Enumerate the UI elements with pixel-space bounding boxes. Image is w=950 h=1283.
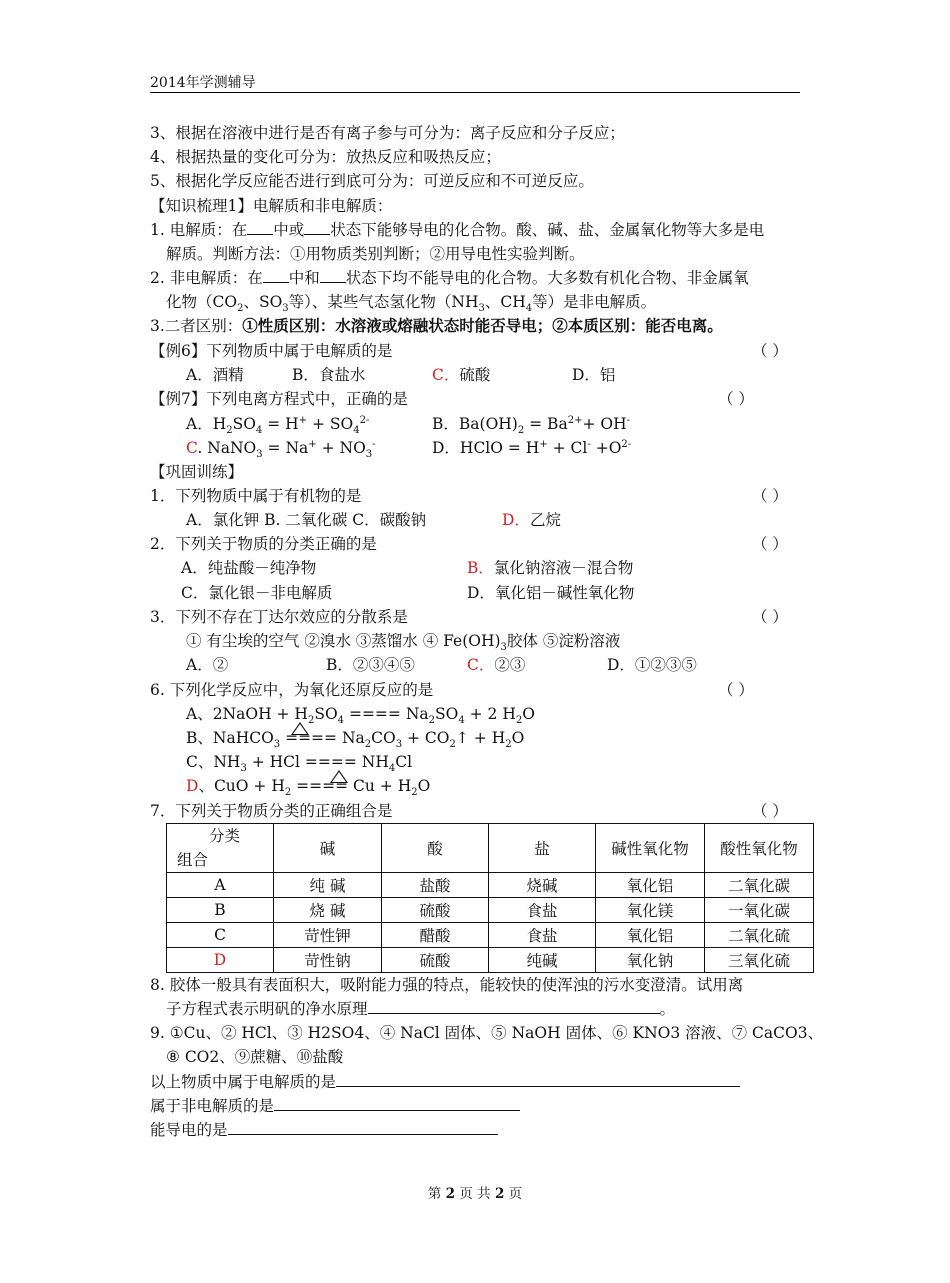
table-cell: 氧化镁 [596, 898, 705, 923]
table-cell: 纯碱 [489, 948, 596, 973]
answer-paren: （ ） [752, 342, 788, 360]
table-cell: 醋酸 [382, 923, 489, 948]
q8-line2: 子方程式表示明矾的净水原理 。 [166, 1000, 676, 1018]
q9-conductive-prompt: 能导电的是 [150, 1120, 498, 1140]
table-cell: 烧碱 [489, 873, 596, 898]
answer-paren: （ ） [752, 487, 788, 505]
table-header-cell: 酸性氧化物 [705, 824, 814, 873]
practice-q3-option-b: B．②③④⑤ [326, 656, 415, 674]
practice-q2-option-b: B．氯化钠溶液－混合物 [467, 559, 634, 577]
table-header-row [167, 824, 814, 873]
table-cell: 食盐 [489, 898, 596, 923]
q9-nonelectrolyte-prompt: 属于非电解质的是 [150, 1096, 520, 1116]
intro-line-4: 4、根据热量的变化可分为：放热反应和吸热反应； [150, 148, 501, 166]
blank-field [304, 220, 330, 235]
answer-paren: （ ） [718, 390, 754, 408]
table-cell: 一氧化碳 [705, 898, 814, 923]
answer-blank [274, 1096, 520, 1111]
knowledge-p1-line2: 解质。判断方法：①用物质类别判断；②用导电性实验判断。 [166, 245, 585, 263]
page-footer: 第 2 页 共 2 页 [427, 1186, 523, 1202]
q6-option-b: B、NaHCO$_3$ ==== $Na_2CO_3$ + $CO_2↑ + H_2O$ [186, 729, 525, 751]
practice-q2-option-c: C．氯化银－非电解质 [181, 584, 333, 602]
table-header-cell: 碱性氧化物 [596, 824, 705, 873]
knowledge-p2-line1: 2. 非电解质：在 中和 状态下均不能导电的化合物。大多数有机化合物、非金属氧 [150, 269, 749, 287]
practice-q2: 2．下列关于物质的分类正确的是 [150, 535, 377, 553]
intro-line-3: 3、根据在溶液中进行是否有离子参与可分为：离子反应和分子反应； [150, 124, 625, 142]
practice-q3-option-d: D．①②③⑤ [607, 656, 697, 674]
table-row [167, 923, 814, 948]
example-6-option-b: B．食盐水 [292, 366, 366, 384]
row-label: C [167, 923, 274, 948]
example-6-option-c: C．硫酸 [432, 366, 491, 384]
table-cell: 苛性钠 [274, 948, 382, 973]
practice-q1-option-d: D．乙烷 [502, 511, 561, 529]
example-7-option-c: C. NaNO$_3$ = $Na^+ + NO_3^-$ [186, 438, 376, 461]
answer-paren: （ ） [718, 681, 754, 699]
page-header [150, 72, 800, 93]
knowledge-p3: 3.二者区别：①性质区别：水溶液或熔融状态时能否导电；②本质区别：能否电离。 [150, 316, 723, 335]
answer-blank [228, 1120, 498, 1135]
example-6-question: 【例6】下列物质中属于电解质的是 [150, 342, 393, 360]
table-cell: 三氧化硫 [705, 948, 814, 973]
practice-q3-items: ① 有尘埃的空气 ②溴水 ③蒸馏水 ④ $Fe(OH)_3$胶体 ⑤淀粉溶液 [186, 632, 621, 654]
answer-paren: （ ） [752, 802, 788, 820]
knowledge-p1-line1: 1. 电解质：在 中或 状态下能够导电的化合物。酸、碱、盐、金属氧化物等大多是电 [150, 221, 765, 239]
row-label: A [167, 873, 274, 898]
answer-blank [368, 999, 660, 1014]
row-label-highlighted: D [167, 948, 274, 973]
table-header-cell: 碱 [274, 824, 382, 873]
knowledge-heading: 【知识梳理1】电解质和非电解质： [150, 197, 393, 215]
practice-q2-option-d: D．氧化铝－碱性氧化物 [467, 584, 635, 602]
table-cell: 苛性钾 [274, 923, 382, 948]
practice-heading: 【巩固训练】 [150, 463, 244, 481]
blank-field [263, 268, 289, 283]
practice-q1: 1．下列物质中属于有机物的是 [150, 487, 362, 505]
answer-paren: （ ） [752, 608, 788, 626]
table-cell: 盐酸 [382, 873, 489, 898]
table-cell: 纯 碱 [274, 873, 382, 898]
table-cell: 氧化钠 [596, 948, 705, 973]
table-cell: 二氧化碳 [705, 873, 814, 898]
blank-field [320, 268, 346, 283]
classification-table [166, 823, 814, 973]
table-header-cell: 盐 [489, 824, 596, 873]
table-cell: 氧化铝 [596, 923, 705, 948]
knowledge-p2-line2: 化物（$CO_2$、$SO_3$等）、某些气态氢化物（$NH_3$、$CH_4$等）是非电解质。 [166, 293, 657, 315]
table-cell: 硫酸 [382, 948, 489, 973]
practice-q2-option-a: A．纯盐酸－纯净物 [181, 559, 317, 577]
table-corner-cell: 分类 组合 [167, 824, 274, 873]
q7-question: 7．下列关于物质分类的正确组合是 [150, 802, 393, 820]
q6-option-a: A、2NaOH + $H_2SO_4$ ==== $Na_2SO_4 + 2$ $H_2O$ [186, 705, 535, 727]
q6-question: 6. 下列化学反应中，为氧化还原反应的是 [150, 681, 434, 699]
q9-electrolyte-prompt: 以上物质中属于电解质的是 [150, 1072, 740, 1092]
table-header-cell: 酸 [382, 824, 489, 873]
q8-line1: 8. 胶体一般具有表面积大，吸附能力强的特点，能较快的使浑浊的污水变澄清。试用离 [150, 976, 744, 994]
practice-q1-options: A．氯化钾 B. 二氧化碳 C．碳酸钠 [186, 511, 427, 529]
table-row [167, 873, 814, 898]
q9-line1: 9. ①Cu、② HCl、③ H2SO4、④ NaCl 固体、⑤ NaOH 固体、⑥ KNO3 溶液、⑦ CaCO3、 [150, 1024, 824, 1042]
row-label: B [167, 898, 274, 923]
practice-q3: 3．下列不存在丁达尔效应的分散系是 [150, 608, 408, 626]
example-6-option-a: A．酒精 [186, 366, 244, 384]
practice-q3-option-a: A．② [186, 656, 229, 674]
blank-field [247, 220, 273, 235]
example-7-option-a: A．$H_2SO_4 = H^+ + SO_4^{2-}$ [186, 414, 370, 437]
table-row [167, 948, 814, 973]
q6-option-c: C、$NH_3$ + HCl ==== $NH_4Cl$ [186, 753, 413, 775]
answer-blank [336, 1072, 740, 1087]
example-7-question: 【例7】下列电离方程式中，正确的是 [150, 390, 408, 408]
q9-line2: ⑧ CO2、⑨蔗糖、⑩盐酸 [166, 1048, 344, 1066]
practice-q3-option-c: C．②③ [467, 656, 526, 674]
table-cell: 烧 碱 [274, 898, 382, 923]
example-7-option-d: D．HClO = $H^+ + Cl^- +O^{2-}$ [432, 438, 632, 457]
example-7-option-b: B．$Ba(OH)_2 = Ba^{2+}+ OH^-$ [432, 414, 630, 437]
table-row [167, 898, 814, 923]
header-title: 2014年学测辅导 [150, 75, 256, 91]
example-6-option-d: D．铝 [572, 366, 616, 384]
intro-line-5: 5、根据化学反应能否进行到底可分为：可逆反应和不可逆反应。 [150, 172, 594, 190]
table-cell: 食盐 [489, 923, 596, 948]
q6-option-d: D、CuO + $H_2$ ==== $Cu + H_2O$ [186, 777, 431, 799]
table-cell: 二氧化硫 [705, 923, 814, 948]
answer-paren: （ ） [752, 535, 788, 553]
table-cell: 氧化铝 [596, 873, 705, 898]
table-cell: 硫酸 [382, 898, 489, 923]
